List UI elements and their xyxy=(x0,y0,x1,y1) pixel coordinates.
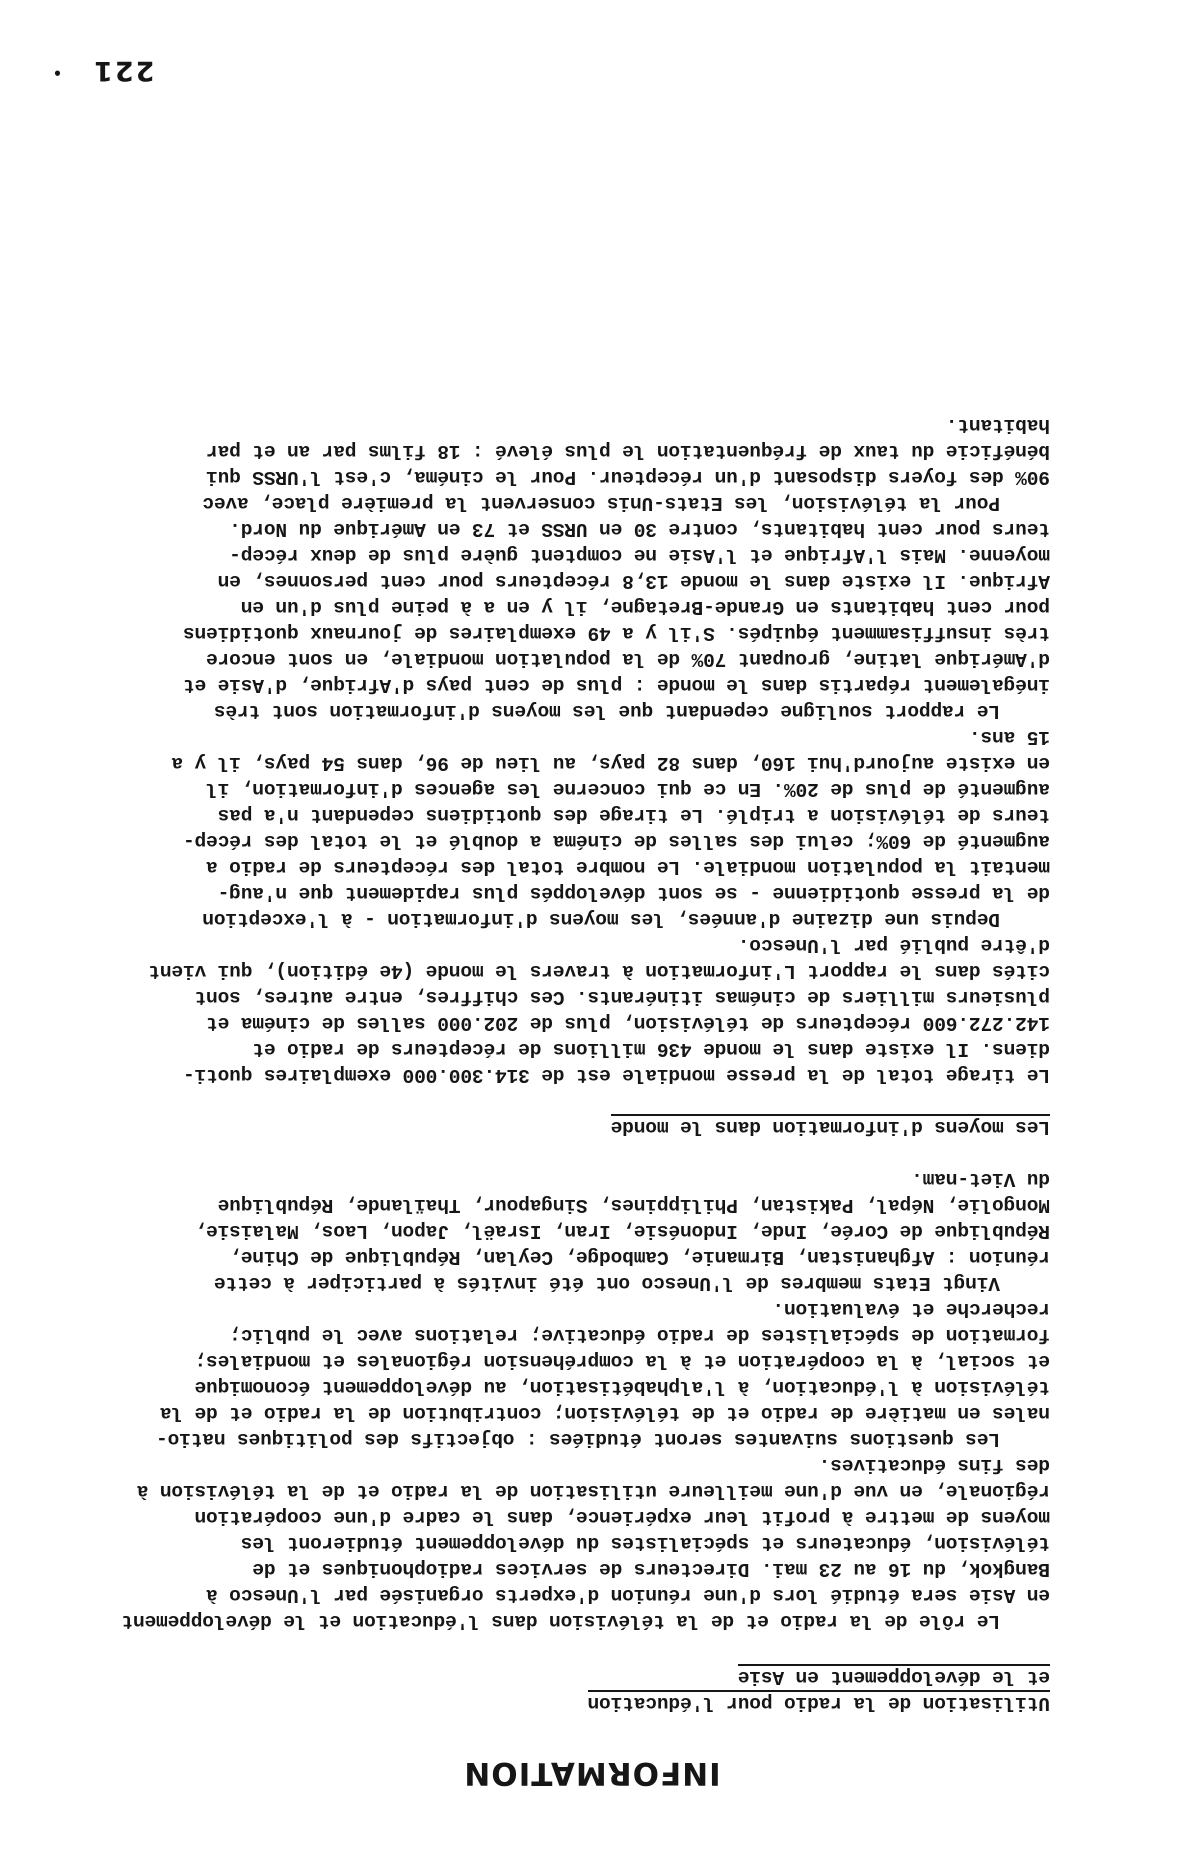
ink-mark-icon: • xyxy=(52,61,63,81)
paragraph xyxy=(122,1452,1050,1634)
text-line: habitant. xyxy=(945,414,1050,436)
paragraph xyxy=(122,932,1050,1088)
text-line: moyenne. Mais l'Afrique et l'Asie ne comptent guère plus de deux récep- xyxy=(229,544,1050,566)
text-line: 90% des foyers disposant d'un récepteur. Pour le cinéma, c'est l'URSS qui xyxy=(206,466,1050,488)
text-line: inégalement répartis dans le monde : plus de cent pays d'Afrique, d'Asie et xyxy=(183,674,1050,696)
text-body xyxy=(122,412,1050,1716)
text-line: télévision, éducateurs et spécialistes du développement étudieront les xyxy=(240,1532,1050,1554)
text-line: Afrique. Il existe dans le monde 13,8 récepteurs pour cent personnes, en xyxy=(217,570,1050,592)
text-line: Depuis une dizaine d'années, les moyens d'information - à l'exception xyxy=(202,908,1000,930)
text-line: Les questions suivantes seront étudiées : objectifs des politiques natio- xyxy=(156,1428,1000,1450)
text-line: Vingt Etats membres de l'Unesco ont été invités à participer à cette xyxy=(214,1272,1000,1294)
text-line: Pour la télévision, les Etats-Unis conservent la première place, avec xyxy=(202,492,1000,514)
text-line: du Viet-nam. xyxy=(911,1168,1050,1190)
text-line: en existe aujourd'hui 160, dans 82 pays, au lieu de 96, dans 54 pays, il y a xyxy=(171,752,1050,774)
text-line: teurs pour cent habitants, contre 30 en URSS et 73 en Amérique du Nord. xyxy=(229,518,1050,540)
text-line: formation de spécialistes de radio éducative; relations avec le public; xyxy=(229,1324,1050,1346)
text-line: mentait la population mondiale. Le nombre total des récepteurs de radio a xyxy=(206,856,1050,878)
text-line: augmenté de 60%; celui des salles de cinéma a doublé et le total des récep- xyxy=(183,830,1050,852)
text-line: des fins éducatives. xyxy=(818,1454,1050,1476)
text-line: Bangkok, du 16 au 23 mai. Directeurs de services radiophoniques et de xyxy=(252,1558,1050,1580)
text-line: 142.272.600 récepteurs de télévision, plus de 202.000 salles de cinéma et xyxy=(206,1012,1050,1034)
paragraph xyxy=(122,1166,1050,1296)
text-line: Le rôle de la radio et de la télévision dans l'éducation et le développement xyxy=(121,1610,1000,1632)
page-number: 221 xyxy=(92,55,155,86)
text-line: moyens de mettre à profit leur expérience, dans le cadre d'une coopération xyxy=(194,1506,1050,1528)
text-line: cités dans le rapport L'information à travers le monde (4e édition), qui vient xyxy=(148,960,1050,982)
text-line: d'être publié par l'Unesco. xyxy=(737,934,1050,956)
text-line: augmenté de plus de 20%. En ce qui concerne les agences d'information, il xyxy=(206,778,1050,800)
paragraph xyxy=(122,516,1050,724)
page-heading: INFORMATION xyxy=(463,1755,721,1791)
text-line: diens. Il existe dans le monde 436 millions de récepteurs de radio et xyxy=(252,1038,1050,1060)
text-line: plusieurs milliers de cinémas itinérants. Ces chiffres, entre autres, sont xyxy=(194,986,1050,1008)
text-line: bénéficie du taux de fréquentation le plus élevé : 18 films par an et par xyxy=(206,440,1050,462)
text-line: Le tirage total de la presse mondiale est de 314.300.000 exemplaires quoti- xyxy=(183,1064,1050,1086)
text-line: République de Corée, Inde, Indonésie, Iran, Israël, Japon, Laos, Malaisie, xyxy=(194,1220,1050,1242)
text-line: et social, à la coopération et à la compréhension régionales et mondiales; xyxy=(194,1350,1050,1372)
text-line: Le rapport souligne cependant que les moyens d'information sont très xyxy=(214,700,1000,722)
text-line: en Asie sera étudié lors d'une réunion d'experts organisée par l'Unesco à xyxy=(206,1584,1050,1606)
text-line: très insuffisamment équipés. S'il y a 49 exemplaires de journaux quotidiens xyxy=(183,622,1050,644)
text-line: réunion : Afghanistan, Birmanie, Cambodge, Ceylan, République de Chine, xyxy=(229,1246,1050,1268)
section-title: et le développement en Asie xyxy=(737,1666,1050,1688)
text-line: pour cent habitants en Grande-Bretagne, il y en a à peine plus d'un en xyxy=(240,596,1050,618)
paragraph xyxy=(122,1296,1050,1452)
text-line: régionale, en vue d'une meilleure utilisation de la radio et de la télévision à xyxy=(136,1480,1050,1502)
section-title: Utilisation de la radio pour l'éducation xyxy=(587,1692,1050,1714)
section-title: Les moyens d'information dans le monde xyxy=(610,1116,1050,1138)
paragraph xyxy=(122,412,1050,516)
text-line: recherche et évaluation. xyxy=(772,1298,1050,1320)
text-line: télévision à l'éducation, à l'alphabétisation, au développement économique xyxy=(194,1376,1050,1398)
text-line: nales en matière de radio et de télévision; contribution de la radio et de la xyxy=(160,1402,1050,1424)
text-line: teurs de télévision a triplé. Le tirage des quotidiens cependant n'a pas xyxy=(217,804,1050,826)
text-line: d'Amérique latine, groupant 70% de la population mondiale, en sont encore xyxy=(206,648,1050,670)
paragraph xyxy=(122,724,1050,932)
text-line: Mongolie, Népal, Pakistan, Philippines, Singapour, Thaïlande, République xyxy=(217,1194,1050,1216)
text-line: 15 ans. xyxy=(969,726,1050,748)
text-line: de la presse quotidienne - se sont développés plus rapidement que n'aug- xyxy=(217,882,1050,904)
